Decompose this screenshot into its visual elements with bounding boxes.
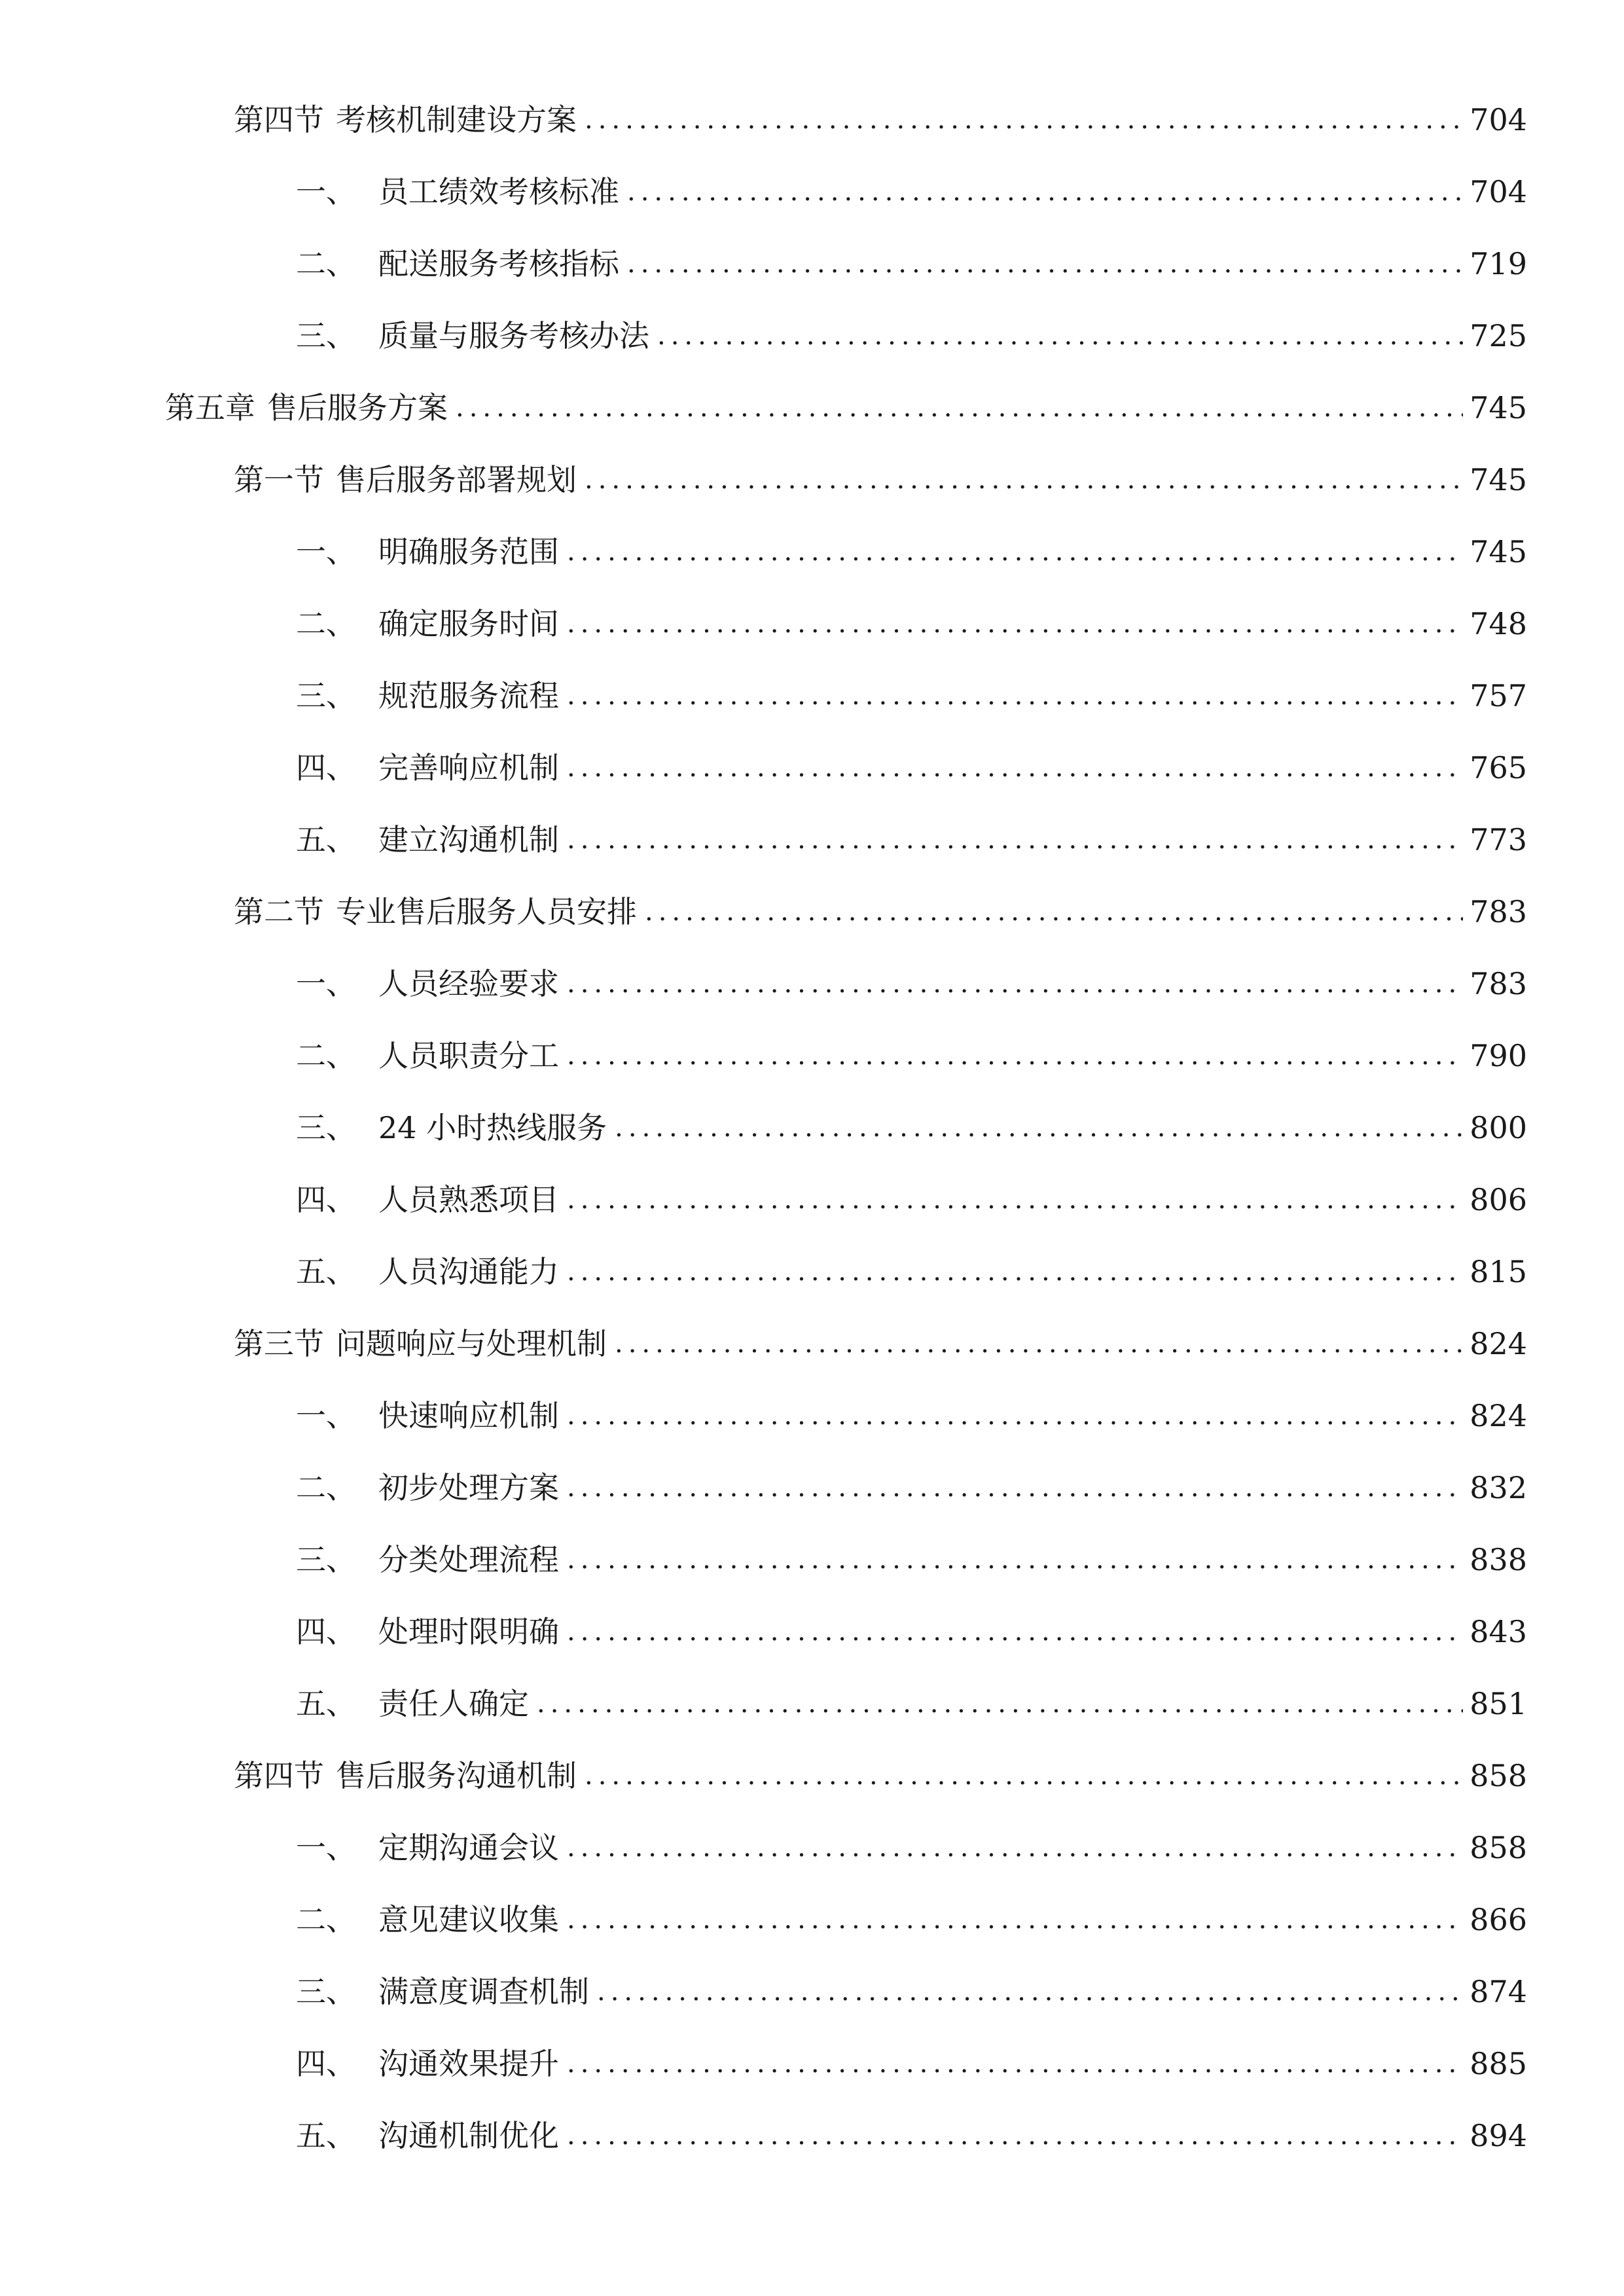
toc-entry-number: 五、 (296, 1686, 356, 1721)
toc-entry-section[interactable] (234, 97, 1527, 143)
toc-entry-number: 第一节 (234, 462, 324, 497)
dot-leader (567, 1177, 1463, 1223)
toc-entry-title: 沟通效果提升 (378, 2046, 559, 2081)
toc-entry-number: 三、 (296, 678, 356, 713)
toc-entry-page: 719 (1470, 246, 1527, 281)
toc-entry-page: 704 (1470, 174, 1527, 209)
toc-entry-number: 四、 (296, 2046, 356, 2081)
toc-entry-number: 三、 (296, 1974, 356, 2009)
toc-entry-page: 858 (1470, 1758, 1527, 1793)
toc-entry-page: 866 (1470, 1902, 1527, 1937)
toc-entry-number: 二、 (296, 1038, 356, 1073)
dot-leader (567, 745, 1463, 791)
toc-entry-item[interactable] (296, 2113, 1527, 2159)
toc-entry-number: 五、 (296, 2118, 356, 2153)
dot-leader (567, 1537, 1463, 1583)
toc-entry-page: 745 (1470, 462, 1527, 497)
toc-entry-page: 748 (1470, 606, 1527, 641)
dot-leader (657, 313, 1463, 359)
toc-entry-page: 843 (1470, 1614, 1527, 1649)
toc-entry-page: 806 (1470, 1182, 1527, 1217)
toc-entry-item[interactable] (296, 817, 1527, 863)
toc-entry-item[interactable] (296, 1393, 1527, 1439)
toc-entry-page: 894 (1470, 2118, 1527, 2153)
toc-entry-title: 责任人确定 (378, 1686, 529, 1721)
toc-entry-page: 790 (1470, 1038, 1527, 1073)
dot-leader (567, 1465, 1463, 1511)
toc-entry-page: 824 (1470, 1398, 1527, 1433)
dot-leader (567, 961, 1463, 1007)
toc-entry-title: 配送服务考核指标 (378, 246, 619, 281)
toc-entry-number: 一、 (296, 1830, 356, 1865)
toc-entry-item[interactable] (296, 1177, 1527, 1223)
dot-leader (537, 1681, 1463, 1727)
toc-entry-item[interactable] (296, 1969, 1527, 2015)
dot-leader (597, 1969, 1463, 2015)
dot-leader (567, 1393, 1463, 1439)
toc-entry-title: 售后服务方案 (267, 390, 448, 425)
toc-entry-title: 人员经验要求 (378, 966, 559, 1001)
dot-leader (456, 385, 1463, 431)
dot-leader (627, 169, 1463, 215)
toc-entry-item[interactable] (296, 1465, 1527, 1511)
dot-leader (567, 601, 1463, 647)
toc-entry-item[interactable] (296, 529, 1527, 575)
dot-leader (567, 817, 1463, 863)
toc-entry-item[interactable] (296, 169, 1527, 215)
toc-entry-item[interactable] (296, 241, 1527, 287)
toc-entry-page: 783 (1470, 966, 1527, 1001)
toc-entry-number: 一、 (296, 534, 356, 569)
dot-leader (567, 1825, 1463, 1871)
toc-entry-number: 四、 (296, 1614, 356, 1649)
toc-entry-title: 24 小时热线服务 (378, 1110, 607, 1145)
toc-entry-number: 二、 (296, 1470, 356, 1505)
toc-entry-number: 五、 (296, 822, 356, 857)
toc-entry-title: 员工绩效考核标准 (378, 174, 619, 209)
dot-leader (567, 1897, 1463, 1943)
dot-leader (615, 1105, 1463, 1151)
toc-entry-title: 质量与服务考核办法 (378, 318, 649, 353)
toc-entry-chapter[interactable] (165, 385, 1527, 431)
toc-entry-number: 二、 (296, 606, 356, 641)
dot-leader (627, 241, 1463, 287)
dot-leader (567, 1249, 1463, 1295)
toc-entry-title: 初步处理方案 (378, 1470, 559, 1505)
toc-entry-page: 704 (1470, 102, 1527, 137)
toc-entry-number: 五、 (296, 1254, 356, 1289)
toc-entry-title: 处理时限明确 (378, 1614, 559, 1649)
toc-entry-item[interactable] (296, 745, 1527, 791)
dot-leader (585, 97, 1463, 143)
toc-entry-page: 885 (1470, 2046, 1527, 2081)
toc-entry-number: 第四节 (234, 1758, 324, 1793)
dot-leader (567, 529, 1463, 575)
toc-entry-number: 二、 (296, 1902, 356, 1937)
toc-entry-item[interactable] (296, 601, 1527, 647)
toc-entry-item[interactable] (296, 313, 1527, 359)
toc-entry-page: 824 (1470, 1326, 1527, 1361)
toc-entry-number: 三、 (296, 1542, 356, 1577)
toc-entry-title: 沟通机制优化 (378, 2118, 559, 2153)
toc-entry-number: 一、 (296, 174, 356, 209)
toc-entry-title: 定期沟通会议 (378, 1830, 559, 1865)
toc-entry-number: 四、 (296, 1182, 356, 1217)
toc-entry-number: 三、 (296, 1110, 356, 1145)
toc-entry-title: 意见建议收集 (378, 1902, 559, 1937)
toc-entry-title: 明确服务范围 (378, 534, 559, 569)
toc-entry-page: 838 (1470, 1542, 1527, 1577)
toc-entry-page: 800 (1470, 1110, 1527, 1145)
dot-leader (585, 457, 1463, 503)
toc-entry-item[interactable] (296, 1609, 1527, 1655)
toc-entry-page: 783 (1470, 894, 1527, 929)
toc-entry-number: 第三节 (234, 1326, 324, 1361)
toc-entry-page: 858 (1470, 1830, 1527, 1865)
toc-entry-section[interactable] (234, 889, 1527, 935)
toc-entry-section[interactable] (234, 1321, 1527, 1367)
dot-leader (645, 889, 1463, 935)
toc-entry-number: 一、 (296, 1398, 356, 1433)
toc-entry-item[interactable] (296, 1897, 1527, 1943)
toc-entry-title: 考核机制建设方案 (336, 102, 577, 137)
toc-entry-title: 人员职责分工 (378, 1038, 559, 1073)
toc-entry-number: 第四节 (234, 102, 324, 137)
dot-leader (615, 1321, 1463, 1367)
toc-entry-title: 分类处理流程 (378, 1542, 559, 1577)
toc-entry-title: 建立沟通机制 (378, 822, 559, 857)
toc-entry-item[interactable] (296, 1105, 1527, 1151)
toc-entry-page: 757 (1470, 678, 1527, 713)
toc-entry-page: 832 (1470, 1470, 1527, 1505)
toc-entry-item[interactable] (296, 1537, 1527, 1583)
toc-entry-page: 851 (1470, 1686, 1527, 1721)
toc-entry-section[interactable] (234, 457, 1527, 503)
toc-entry-item[interactable] (296, 1033, 1527, 1079)
toc-entry-page: 725 (1470, 318, 1527, 353)
toc-entry-page: 745 (1470, 534, 1527, 569)
toc-entry-number: 第二节 (234, 894, 324, 929)
toc-entry-page: 765 (1470, 750, 1527, 785)
dot-leader (567, 673, 1463, 719)
toc-entry-number: 第五章 (165, 390, 255, 425)
toc-entry-item[interactable] (296, 2041, 1527, 2087)
toc-entry-page: 773 (1470, 822, 1527, 857)
toc-entry-item[interactable] (296, 1681, 1527, 1727)
toc-entry-title: 问题响应与处理机制 (336, 1326, 607, 1361)
toc-entry-title: 规范服务流程 (378, 678, 559, 713)
toc-entry-section[interactable] (234, 1753, 1527, 1799)
toc-entry-title: 售后服务部署规划 (336, 462, 577, 497)
toc-entry-item[interactable] (296, 673, 1527, 719)
toc-entry-title: 满意度调查机制 (378, 1974, 589, 2009)
toc-entry-title: 人员熟悉项目 (378, 1182, 559, 1217)
toc-entry-number: 一、 (296, 966, 356, 1001)
dot-leader (567, 2113, 1463, 2159)
dot-leader (567, 2041, 1463, 2087)
toc-entry-number: 二、 (296, 246, 356, 281)
toc-entry-title: 人员沟通能力 (378, 1254, 559, 1289)
dot-leader (585, 1753, 1463, 1799)
dot-leader (567, 1033, 1463, 1079)
toc-entry-title: 完善响应机制 (378, 750, 559, 785)
dot-leader (567, 1609, 1463, 1655)
toc-entry-page: 815 (1470, 1254, 1527, 1289)
toc-entry-item[interactable] (296, 961, 1527, 1007)
toc-entry-title: 售后服务沟通机制 (336, 1758, 577, 1793)
toc-entry-page: 745 (1470, 390, 1527, 425)
toc-entry-page: 874 (1470, 1974, 1527, 2009)
toc-entry-title: 专业售后服务人员安排 (336, 894, 637, 929)
toc-entry-number: 四、 (296, 750, 356, 785)
toc-entry-title: 确定服务时间 (378, 606, 559, 641)
toc-entry-item[interactable] (296, 1249, 1527, 1295)
toc-entry-item[interactable] (296, 1825, 1527, 1871)
toc-entry-number: 三、 (296, 318, 356, 353)
toc-entry-title: 快速响应机制 (378, 1398, 559, 1433)
